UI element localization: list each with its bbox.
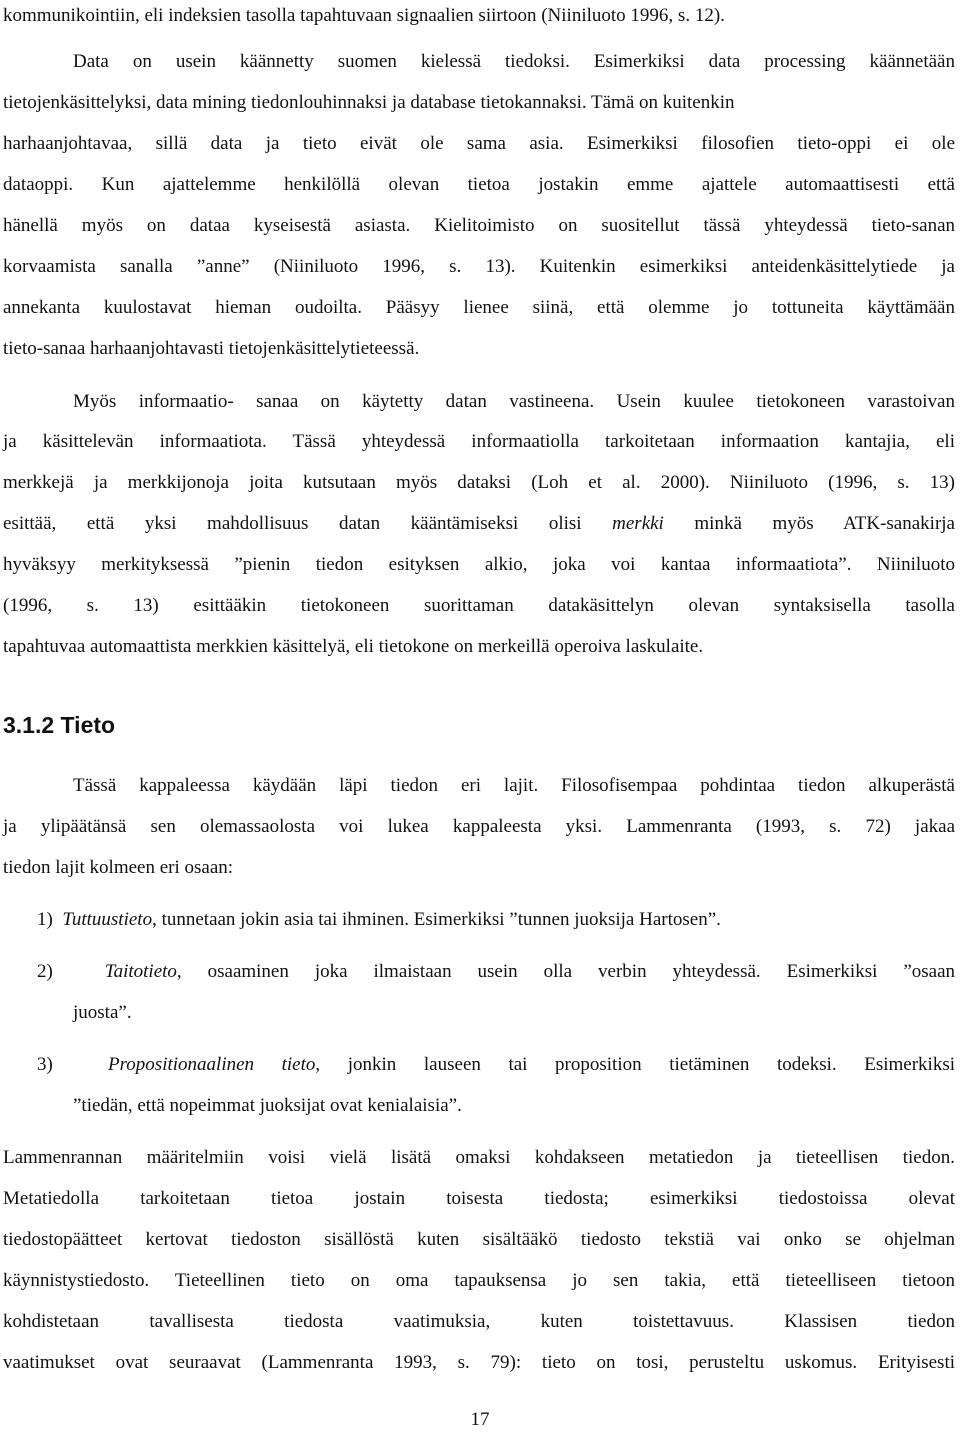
body-text-line: dataoppi. Kun ajattelemme henkilöllä olevan tietoa jostakin emme ajattele automaattisesti että	[3, 174, 955, 195]
body-text-line: hänellä myös on dataa kyseisestä asiasta. Kielitoimisto on suositellut tässä yhteydessä tieto-sanan	[3, 215, 955, 236]
body-text-line: korvaamista sanalla ”anne” (Niiniluoto 1996, s. 13). Kuitenkin esimerkiksi anteidenkäsittelytiede ja	[3, 256, 955, 277]
body-text-line: harhaanjohtavaa, sillä data ja tieto eivät ole sama asia. Esimerkiksi filosofien tieto-oppi ei ole	[3, 133, 955, 154]
body-text-line: ”tiedän, että nopeimmat juoksijat ovat kenialaisia”.	[73, 1095, 462, 1116]
body-text-line: kommunikointiin, eli indeksien tasolla tapahtuvaan signaalien siirtoon (Niiniluoto 1996, s. 12).	[3, 5, 725, 26]
body-text-line: Data on usein käännetty suomen kielessä tiedoksi. Esimerkiksi data processing käännetään	[73, 51, 955, 72]
body-text-line: 3) Propositionaalinen tieto, jonkin lauseen tai proposition tietäminen todeksi. Esimerkiksi	[37, 1054, 955, 1075]
body-text-line: ja ylipäätänsä sen olemassaolosta voi lukea kappaleesta yksi. Lammenranta (1993, s. 72) jakaa	[3, 816, 955, 837]
page-number: 17	[470, 1409, 490, 1430]
body-text-line: tapahtuvaa automaattista merkkien käsittelyä, eli tietokone on merkeillä operoiva laskulaite.	[3, 636, 704, 657]
body-text-line: tiedostopäätteet kertovat tiedoston sisällöstä kuten sisältääkö tiedosto tekstiä vai onko se ohjelman	[3, 1229, 955, 1250]
body-text-line: esittää, että yksi mahdollisuus datan kääntämiseksi olisi merkki minkä myös ATK-sanakirja	[3, 513, 955, 534]
body-text-line: (1996, s. 13) esittääkin tietokoneen suorittaman datakäsittelyn olevan syntaksisella tasolla	[3, 595, 955, 616]
body-text-line: merkkejä ja merkkijonoja joita kutsutaan myös dataksi (Loh et al. 2000). Niiniluoto (1996, s. 13)	[3, 472, 955, 493]
body-text-line: annekanta kuulostavat hieman oudoilta. Pääsyy lienee siinä, että olemme jo tottuneita käyttämään	[3, 297, 955, 318]
body-text-line: tietojenkäsittelyksi, data mining tiedonlouhinnaksi ja database tietokannaksi. Tämä on kuitenkin	[3, 92, 735, 113]
body-text-line: hyväksyy merkityksessä ”pienin tiedon esityksen alkio, joka voi kantaa informaatiota”. Niiniluoto	[3, 554, 955, 575]
body-text-line: 2) Taitotieto, osaaminen joka ilmaistaan usein olla verbin yhteydessä. Esimerkiksi ”osaan	[37, 961, 956, 982]
body-text-line: Metatiedolla tarkoitetaan tietoa jostain toisesta tiedosta; esimerkiksi tiedostoissa olevat	[3, 1188, 955, 1209]
body-text-line: ja käsittelevän informaatiota. Tässä yhteydessä informaatiolla tarkoitetaan informaation kantajia, eli	[3, 431, 955, 452]
body-text-line: Tässä kappaleessa käydään läpi tiedon eri lajit. Filosofisempaa pohdintaa tiedon alkuperästä	[73, 775, 955, 796]
body-text-line: kohdistetaan tavallisesta tiedosta vaatimuksia, kuten toistettavuus. Klassisen tiedon	[3, 1311, 955, 1332]
body-text-line: juosta”.	[73, 1002, 132, 1023]
section-heading: 3.1.2 Tieto	[3, 712, 116, 738]
body-text-line: Lammenrannan määritelmiin voisi vielä lisätä omaksi kohdakseen metatiedon ja tieteellisen tiedon.	[3, 1147, 955, 1168]
body-text-line: tiedon lajit kolmeen eri osaan:	[3, 857, 234, 878]
body-text-line: tieto-sanaa harhaanjohtavasti tietojenkäsittelytieteessä.	[3, 338, 420, 359]
body-text-line: Myös informaatio- sanaa on käytetty datan vastineena. Usein kuulee tietokoneen varastoivan	[73, 391, 955, 412]
body-text-line: 1) Tuttuustieto, tunnetaan jokin asia tai ihminen. Esimerkiksi ”tunnen juoksija Hartosen”.	[37, 909, 721, 930]
body-text-line: vaatimukset ovat seuraavat (Lammenranta 1993, s. 79): tieto on tosi, perusteltu uskomus. Erityisesti	[3, 1352, 955, 1373]
body-text-line: käynnistystiedosto. Tieteellinen tieto on oma tapauksensa jo sen takia, että tieteelliseen tietoon	[3, 1270, 955, 1291]
